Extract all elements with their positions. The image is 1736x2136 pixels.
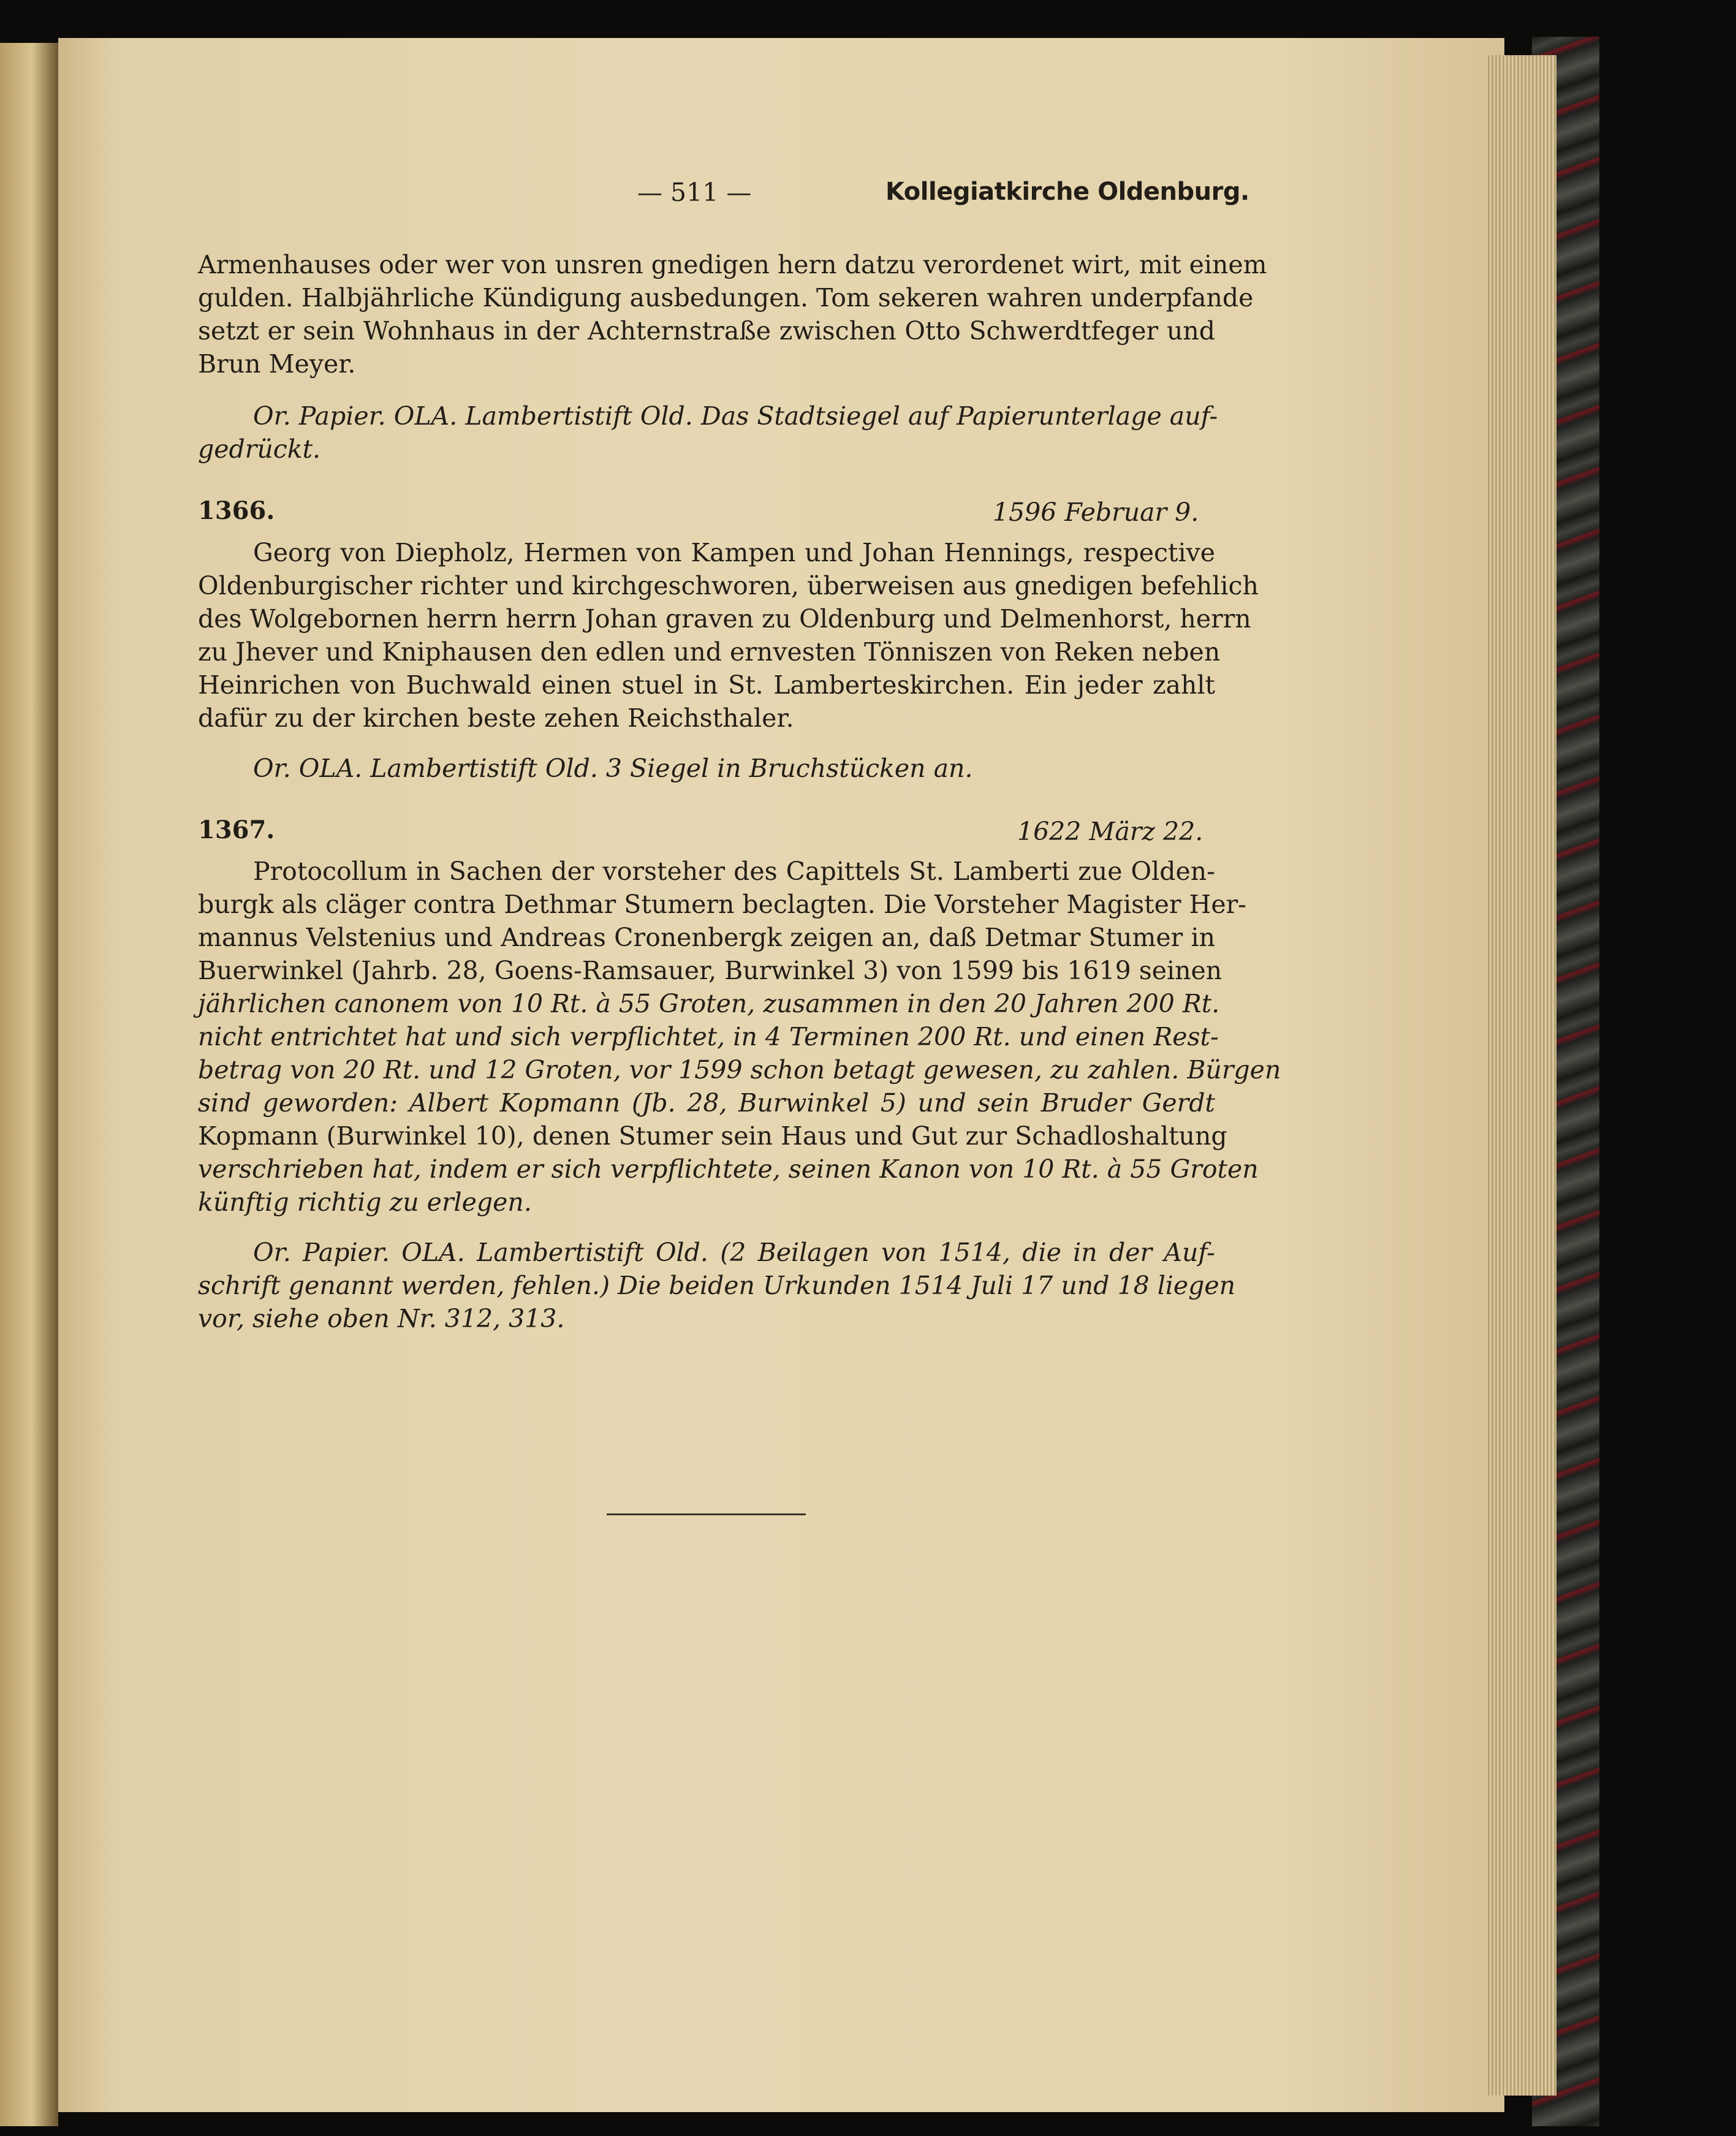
closing-rule (607, 1513, 806, 1515)
entry-1367-note-line-2: schrift genannt werden, fehlen.) Die beiden Urkunden 1514 Juli 17 und 18 liegen (198, 1271, 1236, 1300)
intro-line-4: Brun Meyer. (198, 349, 356, 379)
entry-1367-line-5: jährlichen canonem von 10 Rt. à 55 Groten, zusammen in den 20 Jahren 200 Rt. (198, 989, 1220, 1018)
page-number: — 511 — (637, 178, 752, 207)
entry-1367-line-9: Kopmann (Burwinkel 10), denen Stumer sein Haus und Gut zur Schadloshaltung (198, 1121, 1227, 1151)
entry-1366-line-6: dafür zu der kirchen beste zehen Reichsthaler. (198, 703, 794, 733)
entry-1367-line-3: mannus Velstenius und Andreas Cronenbergk zeigen an, daß Detmar Stumer in (198, 923, 1215, 952)
entry-1367-line-10: verschrieben hat, indem er sich verpflichtete, seinen Kanon von 10 Rt. à 55 Groten (198, 1154, 1259, 1184)
entry-1367-line-4: Buerwinkel (Jahrb. 28, Goens-Ramsauer, Burwinkel 3) von 1599 bis 1619 seinen (198, 956, 1222, 985)
intro-line-2: gulden. Halbjährliche Kündigung ausbedungen. Tom sekeren wahren underpfande (198, 283, 1254, 312)
running-title: Kollegiatkirche Oldenburg. (885, 178, 1249, 206)
entry-1366-line-1: Georg von Diepholz, Hermen von Kampen und Johan Hennings, respective (253, 538, 1215, 567)
entry-1367-line-8: sind geworden: Albert Kopmann (Jb. 28, Burwinkel 5) und sein Bruder Gerdt (198, 1088, 1215, 1118)
entry-1367-line-7: betrag von 20 Rt. und 12 Groten, vor 1599 schon betagt gewesen, zu zahlen. Bürgen (198, 1055, 1281, 1085)
intro-note-line-1: Or. Papier. OLA. Lambertistift Old. Das Stadtsiegel auf Papierunterlage auf- (253, 401, 1218, 431)
left-page-edge (0, 43, 58, 2126)
entry-1367-line-11: künftig richtig zu erlegen. (198, 1187, 532, 1217)
intro-line-3: setzt er sein Wohnhaus in der Achternstraße zwischen Otto Schwerdtfeger und (198, 316, 1215, 346)
entry-1366-line-4: zu Jhever und Kniphausen den edlen und ernvesten Tönniszen von Reken neben (198, 637, 1221, 667)
page-stack-edges (1486, 55, 1556, 2096)
entry-1366-line-5: Heinrichen von Buchwald einen stuel in St. Lamberteskirchen. Ein jeder zahlt (198, 670, 1215, 700)
entry-1367-note-line-3: vor, siehe oben Nr. 312, 313. (198, 1304, 565, 1333)
entry-1367-number: 1367. (198, 816, 275, 844)
entry-1366-line-3: des Wolgebornen herrn herrn Johan graven zu Oldenburg und Delmenhorst, herrn (198, 604, 1251, 634)
entry-1366-date: 1596 Februar 9. (993, 498, 1199, 527)
intro-line-1: Armenhauses oder wer von unsren gnedigen hern datzu verordenet wirt, mit einem (198, 250, 1267, 279)
entry-1367-line-6: nicht entrichtet hat und sich verpflichtet, in 4 Terminen 200 Rt. und einen Rest- (198, 1022, 1219, 1051)
entry-1367-date: 1622 März 22. (1017, 817, 1203, 846)
entry-1366-note: Or. OLA. Lambertistift Old. 3 Siegel in Bruchstücken an. (253, 754, 973, 783)
intro-note-line-2: gedrückt. (198, 434, 321, 464)
entry-1367-line-1: Protocollum in Sachen der vorsteher des Capittels St. Lamberti zue Olden- (253, 857, 1215, 886)
entry-1366-number: 1366. (198, 496, 275, 525)
entry-1366-line-2: Oldenburgischer richter und kirchgeschworen, überweisen aus gnedigen befehlich (198, 571, 1259, 600)
entry-1367-note-line-1: Or. Papier. OLA. Lambertistift Old. (2 Beilagen von 1514, die in der Auf- (253, 1238, 1215, 1267)
entry-1367-line-2: burgk als cläger contra Dethmar Stumern beclagten. Die Vorsteher Magister Her- (198, 890, 1247, 919)
